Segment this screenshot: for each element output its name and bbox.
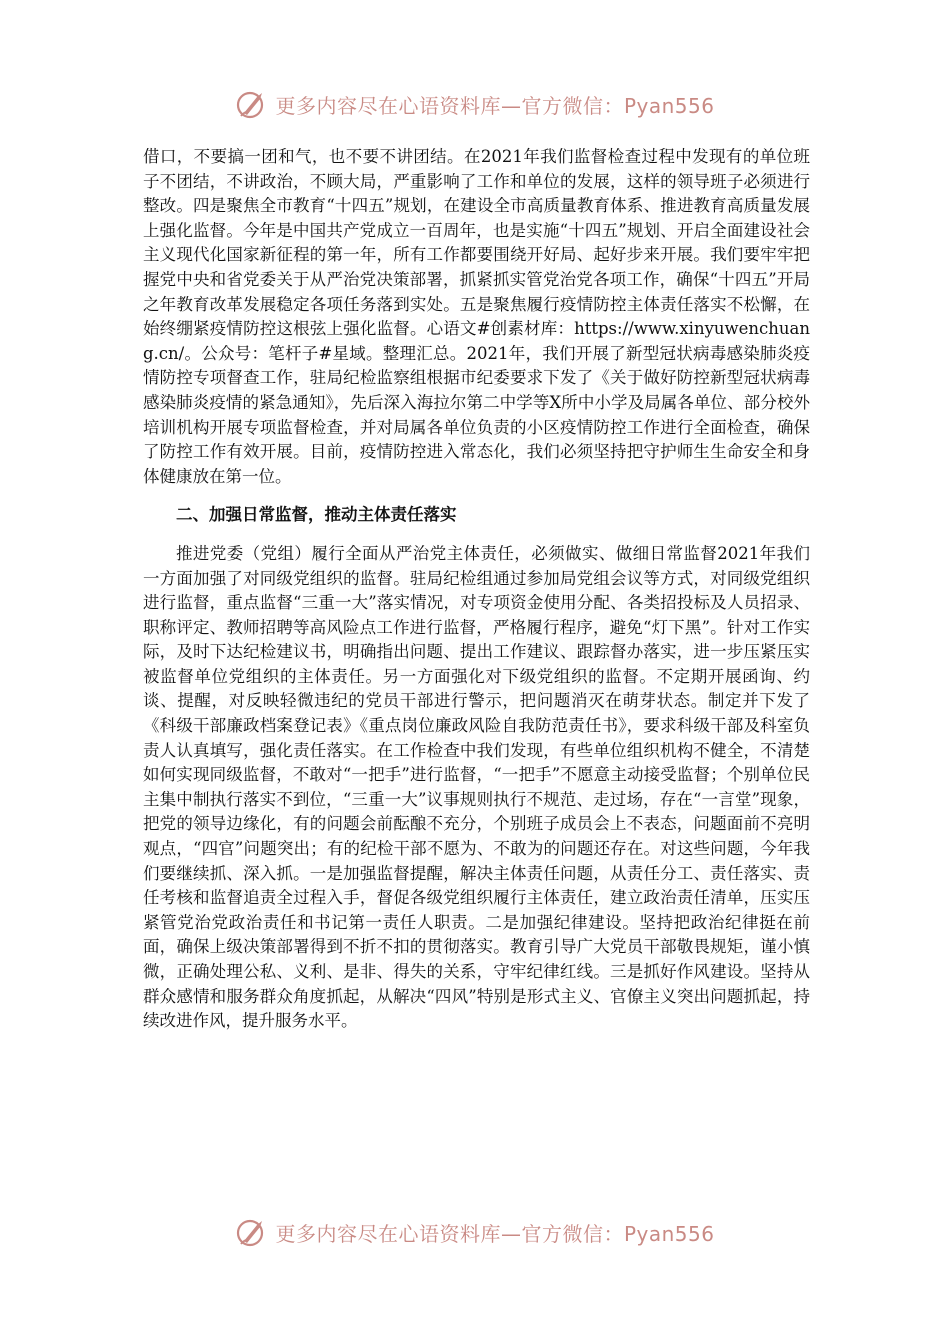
body-paragraph: 借口，不要搞一团和气，也不要不讲团结。在2021年我们监督检查过程中发现有的单位班子不团结，不讲政治，不顾大局，严重影响了工作和单位的发展，这样的领导班子必须进行整改。四是聚焦全市教育“十四五”规划，在建设全市高质量教育体系、推进教育高质量发展上强化监督。今年是中国共产党成立一百周年，也是实施“十四五”规划、开启全面建设社会主义现代化国家新征程的第一年，所有工作都要围绕开好局、起好步来开展。我们要牢牢把握党中央和省党委关于从严治党决策部署，抓紧抓实管党治党各项工作，确保“十四五”开局之年教育改革发展稳定各项任务落到实处。五是聚焦履行疫情防控主体责任落实不松懈，在始终绷紧疫情防控这根弦上强化监督。心语文#创素材库：https://www.xinyuwenchuang.cn/。公众号：笔杆子#星域。整理汇总。2021年，我们开展了新型冠状病毒感染肺炎疫情防控专项督查工作，驻局纪检监察组根据市纪委要求下发了《关于做好防控新型冠状病毒感染肺炎疫情的紧急通知》，先后深入海拉尔第二中学等X所中小学及局属各单位、部分校外培训机构开展专项监督检查，并对局属各单位负责的小区疫情防控工作进行全面检查，确保了防控工作有效开展。目前，疫情防控进入常态化，我们必须坚持把守护师生生命安全和身体健康放在第一位。 — [143, 147, 810, 486]
footer-banner — [0, 1212, 950, 1252]
section-heading: 二、加强日常监督，推动主体责任落实 — [176, 505, 457, 525]
document-body — [143, 145, 810, 1034]
footer-banner-text: 更多内容尽在心语资料库—官方微信：Pyan556 — [275, 1221, 715, 1246]
body-paragraph: 推进党委（党组）履行全面从严治党主体责任，必须做实、做细日常监督2021年我们一方面加强了对同级党组织的监督。驻局纪检组通过参加局党组会议等方式，对同级党组织进行监督，重点监督“三重一大”落实情况，对专项资金使用分配、各类招投标及人员招录、职称评定、教师招聘等高风险点工作进行监督，严格履行程序，避免“灯下黑”。针对工作实际，及时下达纪检建议书，明确指出问题、提出工作建议、跟踪督办落实，进一步压紧压实被监督单位党组织的主体责任。另一方面强化对下级党组织的监督。不定期开展函询、约谈、提醒，对反映轻微违纪的党员干部进行警示，把问题消灭在萌芽状态。制定并下发了《科级干部廉政档案登记表》《重点岗位廉政风险自我防范责任书》，要求科级干部及科室负责人认真填写，强化责任落实。在工作检查中我们发现，有些单位组织机构不健全，不清楚如何实现同级监督，不敢对“一把手”进行监督，“一把手”不愿意主动接受监督；个别单位民主集中制执行落实不到位，“三重一大”议事规则执行不规范、走过场，存在“一言堂”现象，把党的领导边缘化，有的问题会前酝酿不充分，个别班子成员会上不表态，问题面前不亮明观点，“四官”问题突出；有的纪检干部不愿为、不敢为的问题还存在。对这些问题，今年我们要继续抓、深入抓。一是加强监督提醒，解决主体责任问题，从责任分工、责任落实、责任考核和监督追责全过程入手，督促各级党组织履行主体责任，建立政治责任清单，压实压紧管党治党政治责任和书记第一责任人职责。二是加强纪律建设。坚持把政治纪律挺在前面，确保上级决策部署得到不折不扣的贯彻落实。教育引导广大党员干部敬畏规矩，谨小慎微，正确处理公私、义利、是非、得失的关系，守牢纪律红线。三是抓好作风建设。坚持从群众感情和服务群众角度抓起，从解决“四风”特别是形式主义、官僚主义突出问题抓起，持续改进作风，提升服务水平。 — [143, 543, 810, 1031]
pen-nib-logo-icon — [235, 1215, 269, 1249]
header-banner — [0, 84, 950, 124]
header-banner-text: 更多内容尽在心语资料库—官方微信：Pyan556 — [275, 93, 715, 118]
pen-nib-logo-icon — [235, 87, 269, 121]
